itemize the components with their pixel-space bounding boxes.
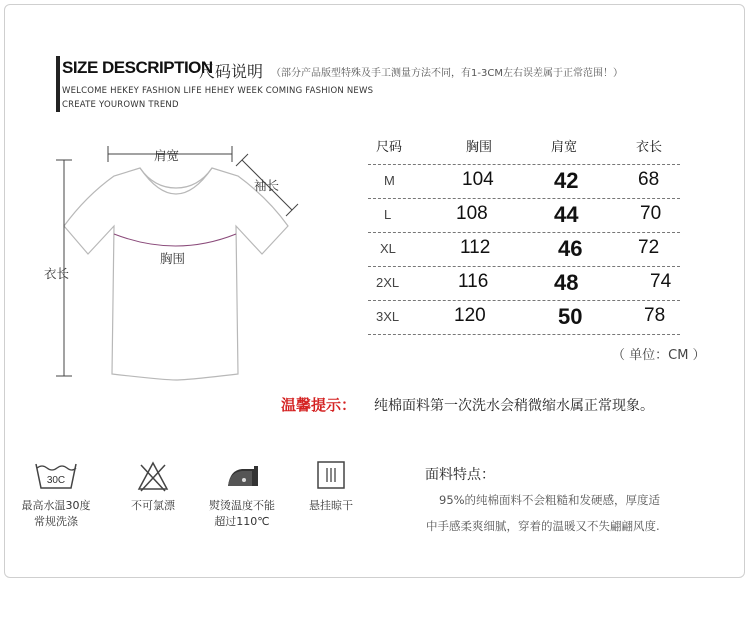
chest-cell: 108: [456, 203, 488, 224]
table-header-row: [368, 130, 680, 165]
length-cell: 74: [650, 271, 672, 292]
care-dry: [296, 460, 366, 514]
size-cell: 3XL: [376, 309, 400, 324]
tip-text: 纯棉面料第一次洗水会稍微缩水属正常现象。: [374, 398, 654, 414]
sleeve-label: 袖长: [254, 178, 280, 193]
col-header-length: 衣长: [636, 139, 663, 154]
table-row: [368, 266, 680, 301]
col-header-size: 尺码: [376, 139, 403, 154]
table-row: [368, 232, 680, 267]
table-row: [368, 198, 680, 233]
bleach-text: 不可氯漂: [131, 499, 175, 512]
svg-text:30C: 30C: [46, 475, 66, 486]
care-wash: [14, 460, 98, 530]
fabric-line-2: 中手感柔爽细腻，穿着的温暖又不失翩翩风度.: [426, 519, 660, 533]
shoulder-cell: 48: [554, 270, 579, 295]
size-cell: 2XL: [376, 275, 400, 290]
size-cell: XL: [380, 241, 396, 256]
shoulder-cell: 44: [554, 202, 579, 227]
chest-label: 胸围: [160, 251, 186, 266]
chest-cell: 112: [460, 237, 491, 258]
iron-text-2: 超过110℃: [214, 515, 270, 528]
shoulder-label: 肩宽: [154, 148, 180, 163]
header-note: （部分产品版型特殊及手工测量方法不同，有1-3CM左右误差属于正常范围！）: [271, 68, 623, 79]
table-row: [368, 300, 680, 335]
length-cell: 72: [638, 237, 660, 258]
tip-label: 温馨提示：: [281, 396, 357, 414]
wash-text-1: 最高水温30度: [21, 499, 91, 512]
header-title-en: SIZE DESCRIPTION: [62, 58, 213, 77]
shoulder-cell: 42: [554, 168, 579, 193]
chest-cell: 116: [458, 271, 489, 292]
hang-dry-icon: [316, 460, 346, 492]
chest-cell: 120: [454, 305, 486, 326]
fabric-title: 面料特点：: [425, 467, 495, 483]
wash-30-icon: [34, 460, 78, 492]
unit-label: （ 单位：CM ）: [612, 348, 706, 363]
length-cell: 78: [644, 305, 666, 326]
header-subtitle-2: CREATE YOUROWN TREND: [62, 100, 179, 110]
shoulder-cell: 46: [558, 236, 583, 261]
care-bleach: [118, 460, 188, 514]
length-label: 衣长: [44, 266, 70, 281]
size-cell: M: [384, 173, 395, 188]
iron-icon: [222, 460, 262, 492]
col-header-shoulder: 肩宽: [551, 139, 578, 154]
no-bleach-icon: [136, 460, 170, 492]
fabric-line-1: 95%的纯棉面料不会粗糙和发硬感，厚度适: [439, 493, 661, 507]
length-cell: 70: [640, 203, 662, 224]
size-cell: L: [384, 207, 392, 222]
header-accent-bar: [56, 56, 60, 112]
header-subtitle-1: WELCOME HEKEY FASHION LIFE HEHEY WEEK COMING FASHION NEWS: [62, 86, 374, 96]
length-cell: 68: [638, 169, 660, 190]
chest-cell: 104: [462, 169, 494, 190]
col-header-chest: 胸围: [466, 139, 493, 154]
dry-text: 悬挂晾干: [309, 499, 353, 512]
table-row: [368, 164, 680, 199]
header-title-cn: 尺码说明: [199, 62, 264, 81]
wash-text-2: 常规洗涤: [34, 515, 78, 528]
shoulder-cell: 50: [558, 304, 583, 329]
care-iron: [200, 460, 284, 530]
iron-text-1: 熨烫温度不能: [209, 499, 275, 512]
